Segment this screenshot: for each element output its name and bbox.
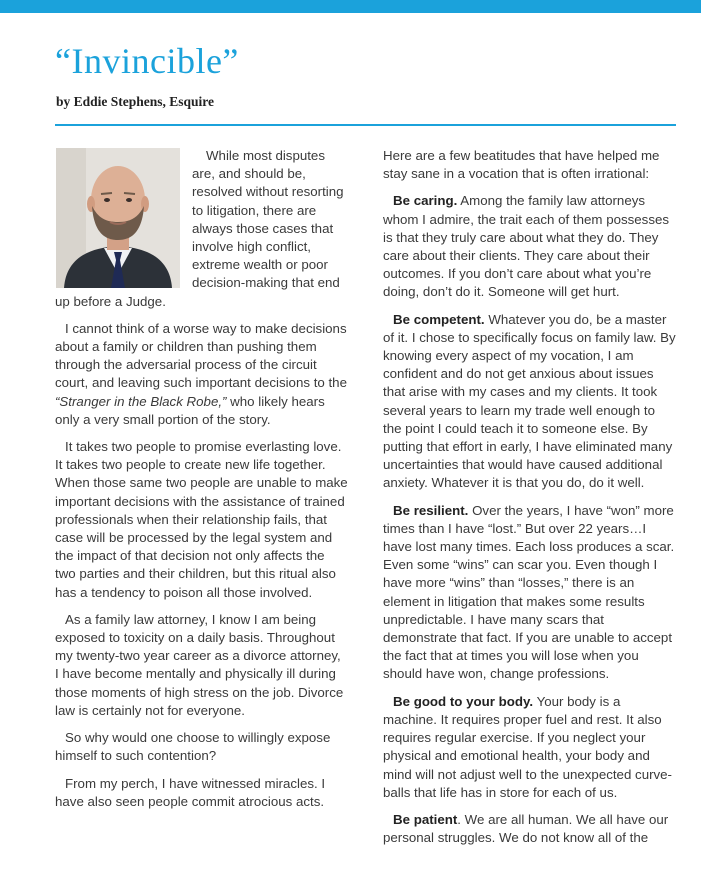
- beatitude-item: [383, 192, 677, 301]
- beatitude-text: Over the years, I have “won” more times than I have “lost.” But over 22 years…I have lost many times. Each loss produces a scar. Even some “wins” can scar you. Even though I have more “wins” than “losses,” there is an element in litigation that makes some results unpredictable. I have many scars that demonstrate that fact. If you are unable to accept the fact that at times you will lose when you should have won, change professions.: [383, 502, 675, 682]
- beatitude-item: [383, 693, 677, 802]
- beatitude-text: Your body is a machine. It requires proper fuel and rest. It also requires regular exercise. If you neglect your physical and emotional health, your body and mind will not adjust well to the unexpected curve-balls that life has in store for each of us.: [383, 693, 672, 800]
- beatitudes-intro: Here are a few beatitudes that have helped me stay sane in a vocation that is often irrational:: [383, 148, 660, 182]
- paragraph: [55, 320, 348, 429]
- quoted-phrase: “Stranger in the Black Robe,”: [55, 393, 227, 409]
- beatitude-heading: Be caring.: [393, 193, 458, 209]
- paragraph: While most disputes are, and should be, resolved without resorting to litigation, there are always those cases that involve high conflict, extreme wealth or poor decision-making that end up before a Judge.: [55, 148, 344, 309]
- article-byline: by Eddie Stephens, Esquire: [56, 94, 215, 109]
- paragraph: It takes two people to promise everlasting love. It takes two people to create new life together. When those same two people are unable to make important decisions with the assistance of trained professionals when their relationship fails, that case will be processed by the legal system and the impact of that decision not only affects the two parties and their children, but this ritual also has a tendency to poison all those involved.: [55, 439, 348, 600]
- beatitude-heading: Be resilient.: [393, 502, 469, 518]
- beatitude-text: . We are all human. We all have our personal struggles. We do not know all of the: [383, 811, 669, 846]
- beatitude-item: [383, 811, 677, 847]
- beatitude-item: [383, 311, 677, 493]
- title-divider: [55, 124, 676, 126]
- beatitude-heading: Be patient: [393, 811, 458, 827]
- top-accent-bar: [0, 0, 701, 13]
- beatitude-text: Whatever you do, be a master of it. I chose to specifically focus on family law. By knowing every aspect of my vocation, I am confident and do not get anxious about issues that arise with my cases and my clients. It took several years to learn my trade well enough to the point I could teach it to someone else. By putting that effort in early, I have eliminated many uncertainties that would have caused additional anxiety. Whatever it is that you do, do it well.: [383, 311, 676, 491]
- right-column: [383, 147, 677, 856]
- article-title: “Invincible”: [55, 41, 239, 81]
- paragraph: As a family law attorney, I know I am being exposed to toxicity on a daily basis. Throughout my twenty-two year career as a divorce attorney, I have become mentally and physically ill during those moments of high stress on the job. Divorce law is certainly not for everyone.: [55, 611, 344, 718]
- left-column: [55, 147, 348, 820]
- paragraph: From my perch, I have witnessed miracles. I have also seen people commit atrocious acts.: [55, 775, 326, 809]
- beatitude-heading: Be good to your body.: [393, 693, 534, 709]
- paragraph-text: I cannot think of a worse way to make decisions about a family or children than pushing them through the adversarial process of the circuit court, and leaving such important decisions to the: [55, 320, 347, 391]
- beatitude-text: Among the family law attorneys whom I admire, the trait each of them possesses is that they truly care about what they do. They care about their clients. They care about their outcomes. If you don’t care about what you’re doing, don’t do it. Someone will get hurt.: [383, 193, 670, 300]
- paragraph-text: who likely hears only a very small portion of the story.: [55, 393, 325, 427]
- author-photo: [56, 148, 180, 288]
- beatitude-heading: Be competent.: [393, 311, 485, 327]
- beatitude-item: [383, 502, 677, 684]
- person-photo-icon: [56, 148, 180, 288]
- paragraph: So why would one choose to willingly expose himself to such contention?: [55, 730, 331, 764]
